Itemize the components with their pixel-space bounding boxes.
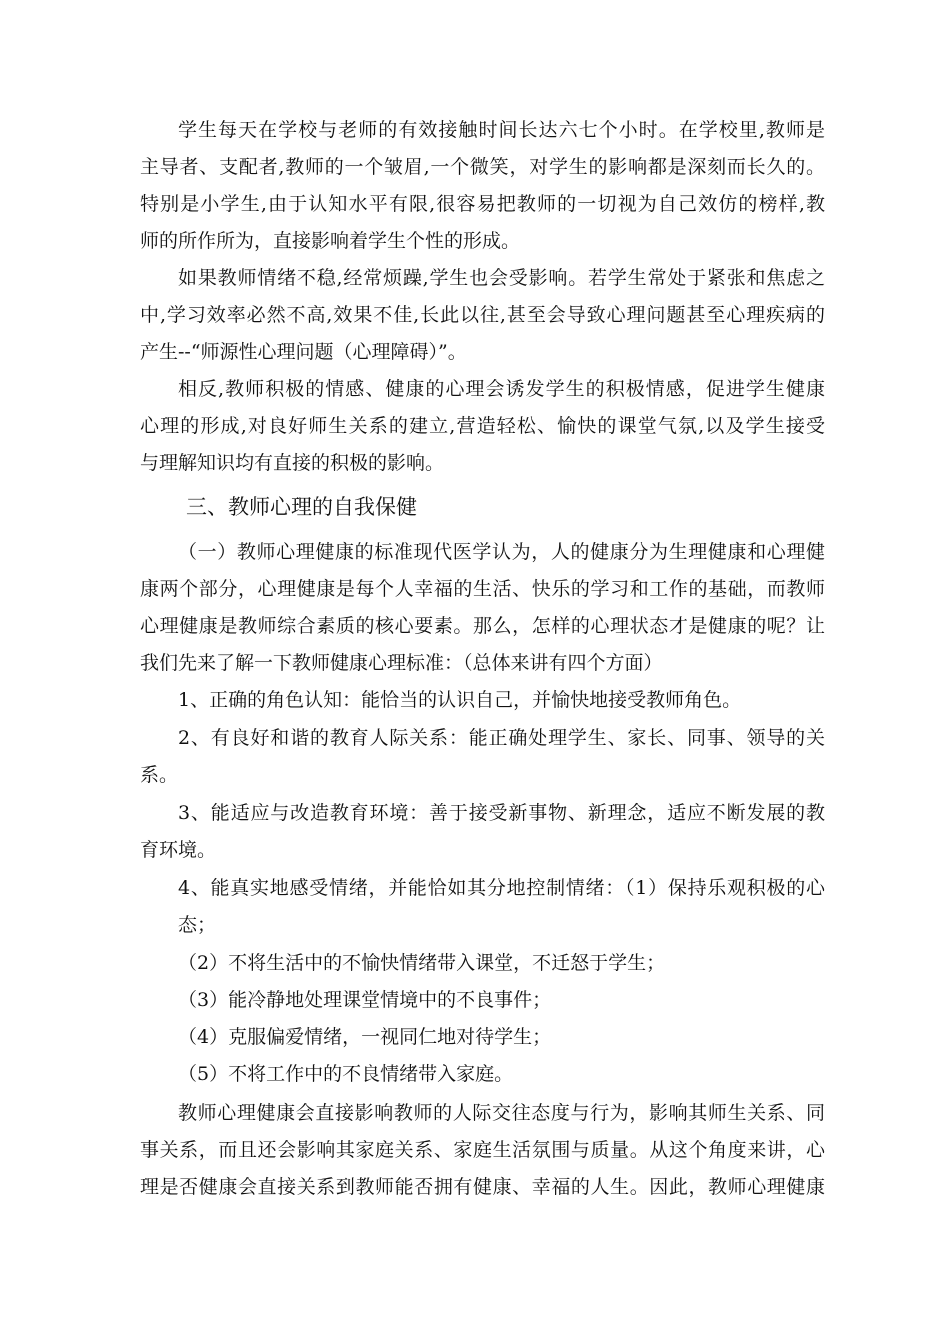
paragraph-5-line-2: 事关系，而且还会影响其家庭关系、家庭生活氛围与质量。从这个角度来讲，心: [140, 1139, 825, 1161]
paragraph-2-line-1: 如果教师情绪不稳,经常烦躁,学生也会受影响。若学生常处于紧张和焦虑之: [178, 267, 825, 289]
list-item-3-line-1: 3、能适应与改造教育环境：善于接受新事物、新理念，适应不断发展的教: [178, 802, 825, 824]
list-item-2-line-2: 系。: [140, 764, 179, 786]
paragraph-4-line-2: 康两个部分，心理健康是每个人幸福的生活、快乐的学习和工作的基础，而教师: [140, 578, 825, 600]
paragraph-3-line-3: 与理解知识均有直接的积极的影响。: [140, 452, 445, 474]
paragraph-3-line-2: 心理的形成,对良好师生关系的建立,营造轻松、愉快的课堂气氛,以及学生接受: [140, 415, 825, 437]
sub-item-2: （2）不将生活中的不愉快情绪带入课堂，不迁怒于学生；: [178, 952, 666, 974]
section-heading: 三、教师心理的自我保健: [186, 495, 417, 519]
paragraph-1-line-1: 学生每天在学校与老师的有效接触时间长达六七个小时。在学校里,教师是: [178, 119, 825, 141]
list-item-4-line-2: 态；: [178, 914, 217, 936]
paragraph-2-line-3: 产生--“师源性心理问题（心理障碍）”。: [140, 341, 467, 363]
paragraph-4-line-1: （一）教师心理健康的标准现代医学认为，人的健康分为生理健康和心理健: [178, 541, 825, 563]
list-item-3-line-2: 育环境。: [140, 839, 217, 861]
paragraph-1-line-4: 师的所作所为，直接影响着学生个性的形成。: [140, 230, 521, 252]
sub-item-5: （5）不将工作中的不良情绪带入家庭。: [178, 1063, 514, 1085]
list-item-4-line-1: 4、能真实地感受情绪，并能恰如其分地控制情绪：（1）保持乐观积极的心: [178, 877, 825, 899]
paragraph-2-line-2: 中,学习效率必然不高,效果不佳,长此以往,甚至会导致心理问题甚至心理疾病的: [140, 304, 825, 326]
sub-item-3: （3）能冷静地处理课堂情境中的不良事件；: [178, 989, 552, 1011]
paragraph-1-line-3: 特别是小学生,由于认知水平有限,很容易把教师的一切视为自己效仿的榜样,教: [140, 193, 825, 215]
paragraph-1-line-2: 主导者、支配者,教师的一个皱眉,一个微笑，对学生的影响都是深刻而长久的。: [140, 156, 825, 178]
sub-item-4: （4）克服偏爱情绪，一视同仁地对待学生；: [178, 1026, 552, 1048]
paragraph-3-line-1: 相反,教师积极的情感、健康的心理会诱发学生的积极情感，促进学生健康: [178, 378, 825, 400]
paragraph-4-line-4: 我们先来了解一下教师健康心理标准：（总体来讲有四个方面）: [140, 652, 663, 674]
paragraph-5-line-1: 教师心理健康会直接影响教师的人际交往态度与行为，影响其师生关系、同: [178, 1102, 825, 1124]
paragraph-5-line-3: 理是否健康会直接关系到教师能否拥有健康、幸福的人生。因此，教师心理健康: [140, 1176, 825, 1198]
list-item-2-line-1: 2、有良好和谐的教育人际关系：能正确处理学生、家长、同事、领导的关: [178, 727, 825, 749]
list-item-1: 1、正确的角色认知：能恰当的认识自己，并愉快地接受教师角色。: [178, 689, 742, 711]
paragraph-4-line-3: 心理健康是教师综合素质的核心要素。那么，怎样的心理状态才是健康的呢？让: [140, 615, 825, 637]
